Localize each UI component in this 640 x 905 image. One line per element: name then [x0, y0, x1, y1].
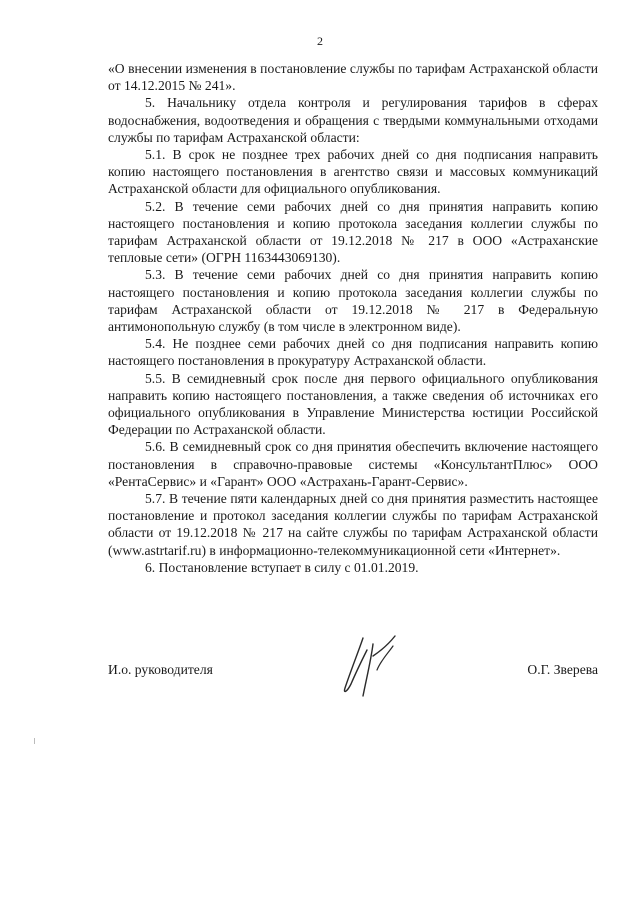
paragraph-5-4: 5.4. Не позднее семи рабочих дней со дня подписания направить копию настоящего постановления в прокуратуру Астраханской области.	[108, 336, 598, 369]
signatory-name: О.Г. Зверева	[527, 662, 598, 677]
paragraph-6: 6. Постановление вступает в силу с 01.01.2019.	[145, 559, 419, 575]
page-number: 2	[317, 34, 323, 48]
signature-block	[108, 662, 598, 702]
signatory-title: И.о. руководителя	[108, 662, 213, 677]
scan-mark	[34, 738, 35, 744]
paragraph-5-1: 5.1. В срок не позднее трех рабочих дней со дня подписания направить копию настоящего постановления в агентство связи и массовых коммуникаций Астраханской области для официального опубликования.	[108, 147, 598, 197]
paragraph-5-7: 5.7. В течение пяти календарных дней со дня принятия разместить настоящее постановление и протокол заседания коллегии службы по тарифам Астраханской области от 19.12.2018 № 217 на сайте службы по тарифам Астраханской области (www.astrtarif.ru) в информационно-телекоммуникационной сети «Интернет».	[108, 491, 598, 558]
document-body	[108, 60, 598, 576]
paragraph-5: 5. Начальнику отдела контроля и регулирования тарифов в сферах водоснабжения, водоотведения и обращения с твердыми коммунальными отходами службы по тарифам Астраханской области:	[108, 95, 598, 145]
paragraph-5-2: 5.2. В течение семи рабочих дней со дня принятия направить копию настоящего постановления и копию протокола заседания коллегии службы по тарифам Астраханской области от 19.12.2018 № 217 в ООО «Астраханские тепловые сети» (ОГРН 1163443069130).	[108, 198, 598, 266]
handwritten-signature	[333, 630, 413, 700]
paragraph-5-5: 5.5. В семидневный срок после дня первого официального опубликования направить копию настоящего постановления, а также сведения об источниках его официального опубликования в Управление Министерства юстиции Российской Федерации по Астраханской области.	[108, 370, 598, 438]
paragraph-5-3: 5.3. В течение семи рабочих дней со дня принятия направить копию настоящего постановления и копию протокола заседания коллегии службы по тарифам Астраханской области от 19.12.2018 № 217 в Федеральную антимонопольную службу (в том числе в электронном виде).	[108, 267, 598, 335]
paragraph-5-6: 5.6. В семидневный срок со дня принятия обеспечить включение настоящего постановления в справочно-правовые системы «КонсультантПлюс» ООО «РентаСервис» и «Гарант» ООО «Астрахань-Гарант-Сервис».	[108, 439, 598, 489]
paragraph-continuation: «О внесении изменения в постановление службы по тарифам Астраханской области от 14.12.2015 № 241».	[108, 61, 598, 94]
